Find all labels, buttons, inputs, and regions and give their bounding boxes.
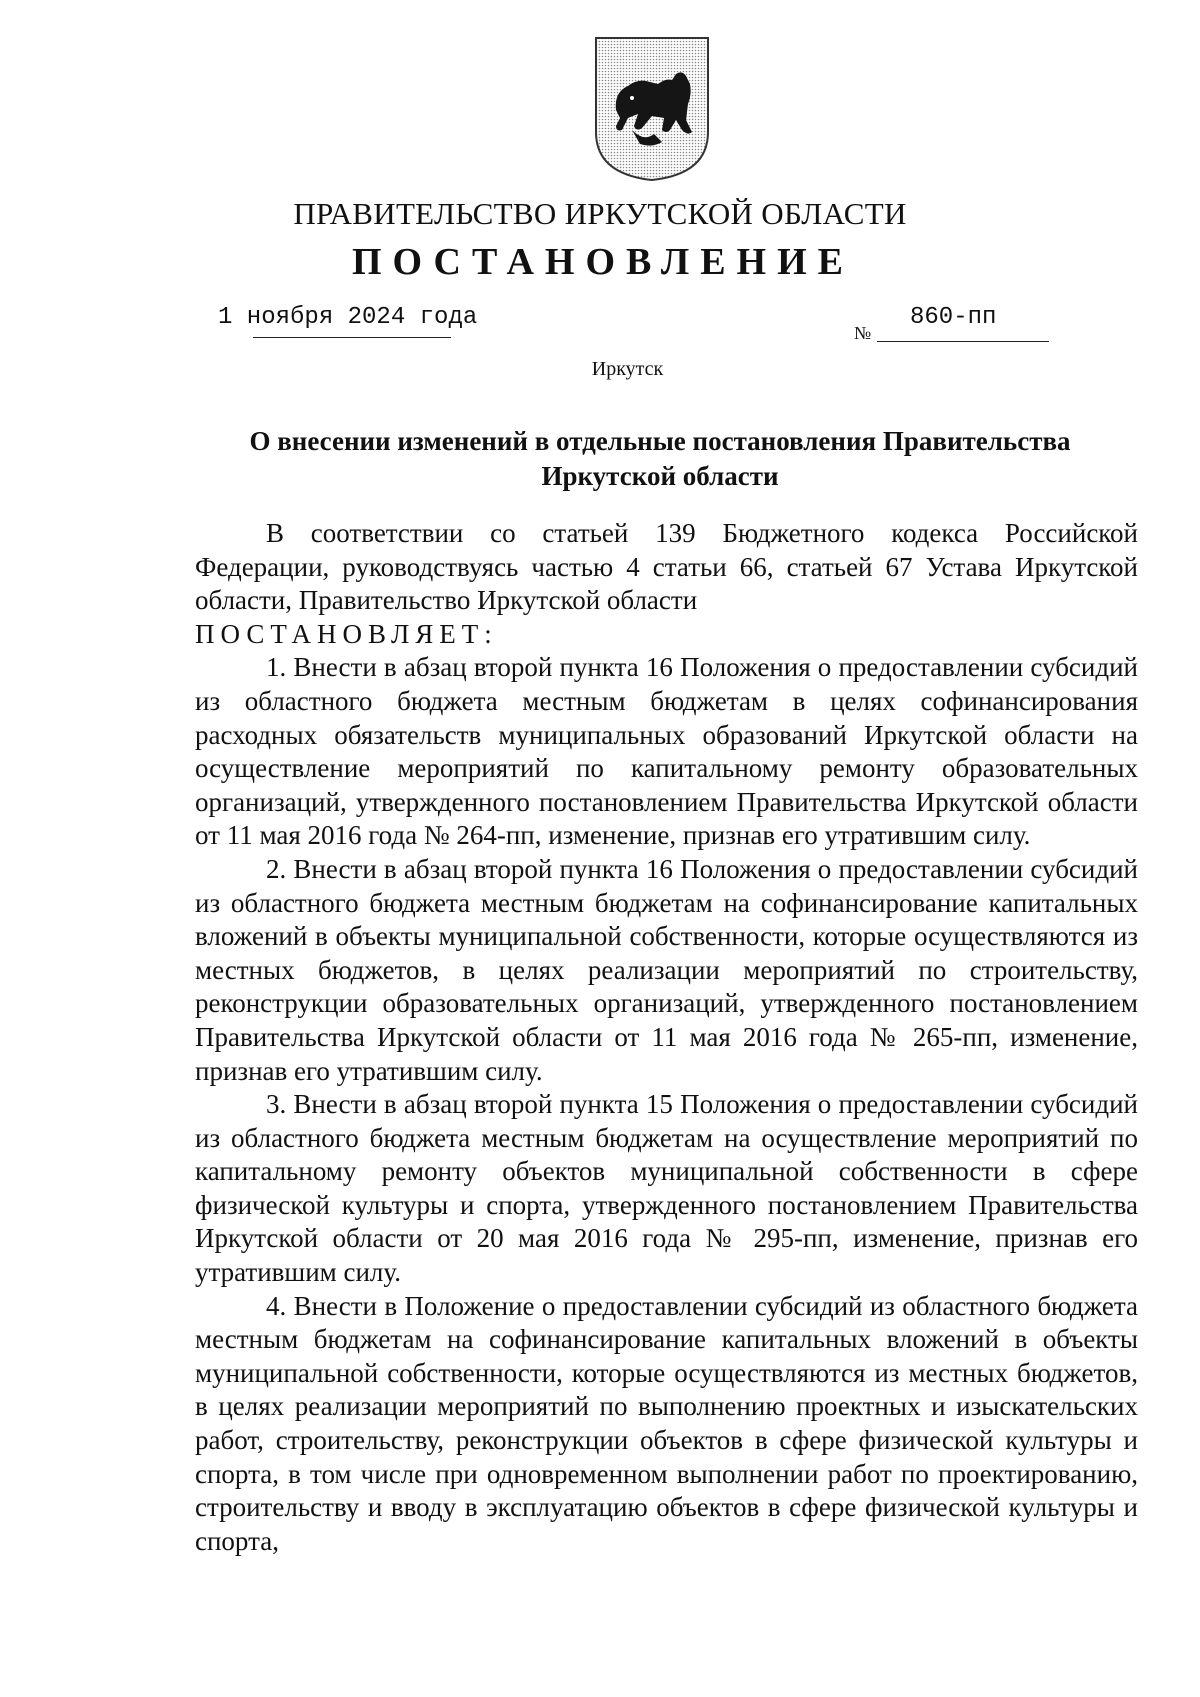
preamble-paragraph: В соответствии со статьей 139 Бюджетного кодекса Российской Федерации, руководствуясь частью 4 статьи 66, статьей 67 Устава Иркутской области, Правительство Иркутской области bbox=[195, 518, 1138, 616]
document-type-title: ПОСТАНОВЛЕНИЕ bbox=[351, 241, 855, 283]
number-underline bbox=[877, 341, 1049, 342]
subject-line-1: О внесении изменений в отдельные постановления Правительства bbox=[249, 426, 1071, 456]
item-4-paragraph: 4. Внести в Положение о предоставлении субсидий из областного бюджета местным бюджетам на софинансирование капитальных вложений в объекты муниципальной собственности, которые осуществляются из местных бюджетов, в целях реализации мероприятий по выполнению проектных и изыскательских работ, строительству, реконструкции объектов в сфере физической культуры и спорта, в том числе при одновременном выполнении работ по проектированию, строительству и вводу в эксплуатацию объектов в сфере физической культуры и спорта, bbox=[195, 1290, 1138, 1556]
number-sign: № bbox=[854, 323, 872, 343]
document-date: 1 ноября 2024 года bbox=[218, 304, 478, 331]
document-body bbox=[195, 517, 1138, 1558]
city-name: Иркутск bbox=[591, 358, 664, 380]
government-title: ПРАВИТЕЛЬСТВО ИРКУТСКОЙ ОБЛАСТИ bbox=[293, 196, 907, 231]
subject-line-2: Иркутской области bbox=[541, 461, 779, 491]
item-1-paragraph: 1. Внести в абзац второй пункта 16 Положения о предоставлении субсидий из областного бюджета местным бюджетам в целях софинансирования расходных обязательств муниципальных образований Иркутской области на осуществление мероприятий по капитальному ремонту образовательных организаций, утвержденного постановлением Правительства Иркутской области от 11 мая 2016 года № 264-пп, изменение, признав его утратившим силу. bbox=[195, 652, 1138, 851]
coat-of-arms-icon bbox=[592, 34, 712, 182]
item-3-paragraph: 3. Внести в абзац второй пункта 15 Положения о предоставлении субсидий из областного бюджета местным бюджетам на осуществление мероприятий по капитальному ремонту объектов муниципальной собственности в сфере физической культуры и спорта, утвержденного постановлением Правительства Иркутской области от 20 мая 2016 года № 295-пп, изменение, признав его утратившим силу. bbox=[195, 1089, 1138, 1288]
date-underline bbox=[253, 337, 451, 338]
item-2-paragraph: 2. Внести в абзац второй пункта 16 Положения о предоставлении субсидий из областного бюджета местным бюджетам на софинансирование капитальных вложений в объекты муниципальной собственности, которые осуществляются из местных бюджетов, в целях реализации мероприятий по строительству, реконструкции образовательных организаций, утвержденного постановлением Правительства Иркутской области от 11 мая 2016 года № 265-пп, изменение, признав его утратившим силу. bbox=[195, 853, 1138, 1086]
document-number: 860-пп bbox=[910, 304, 997, 331]
decree-word: ПОСТАНОВЛЯЕТ: bbox=[195, 618, 498, 649]
document-subject bbox=[200, 424, 1120, 494]
